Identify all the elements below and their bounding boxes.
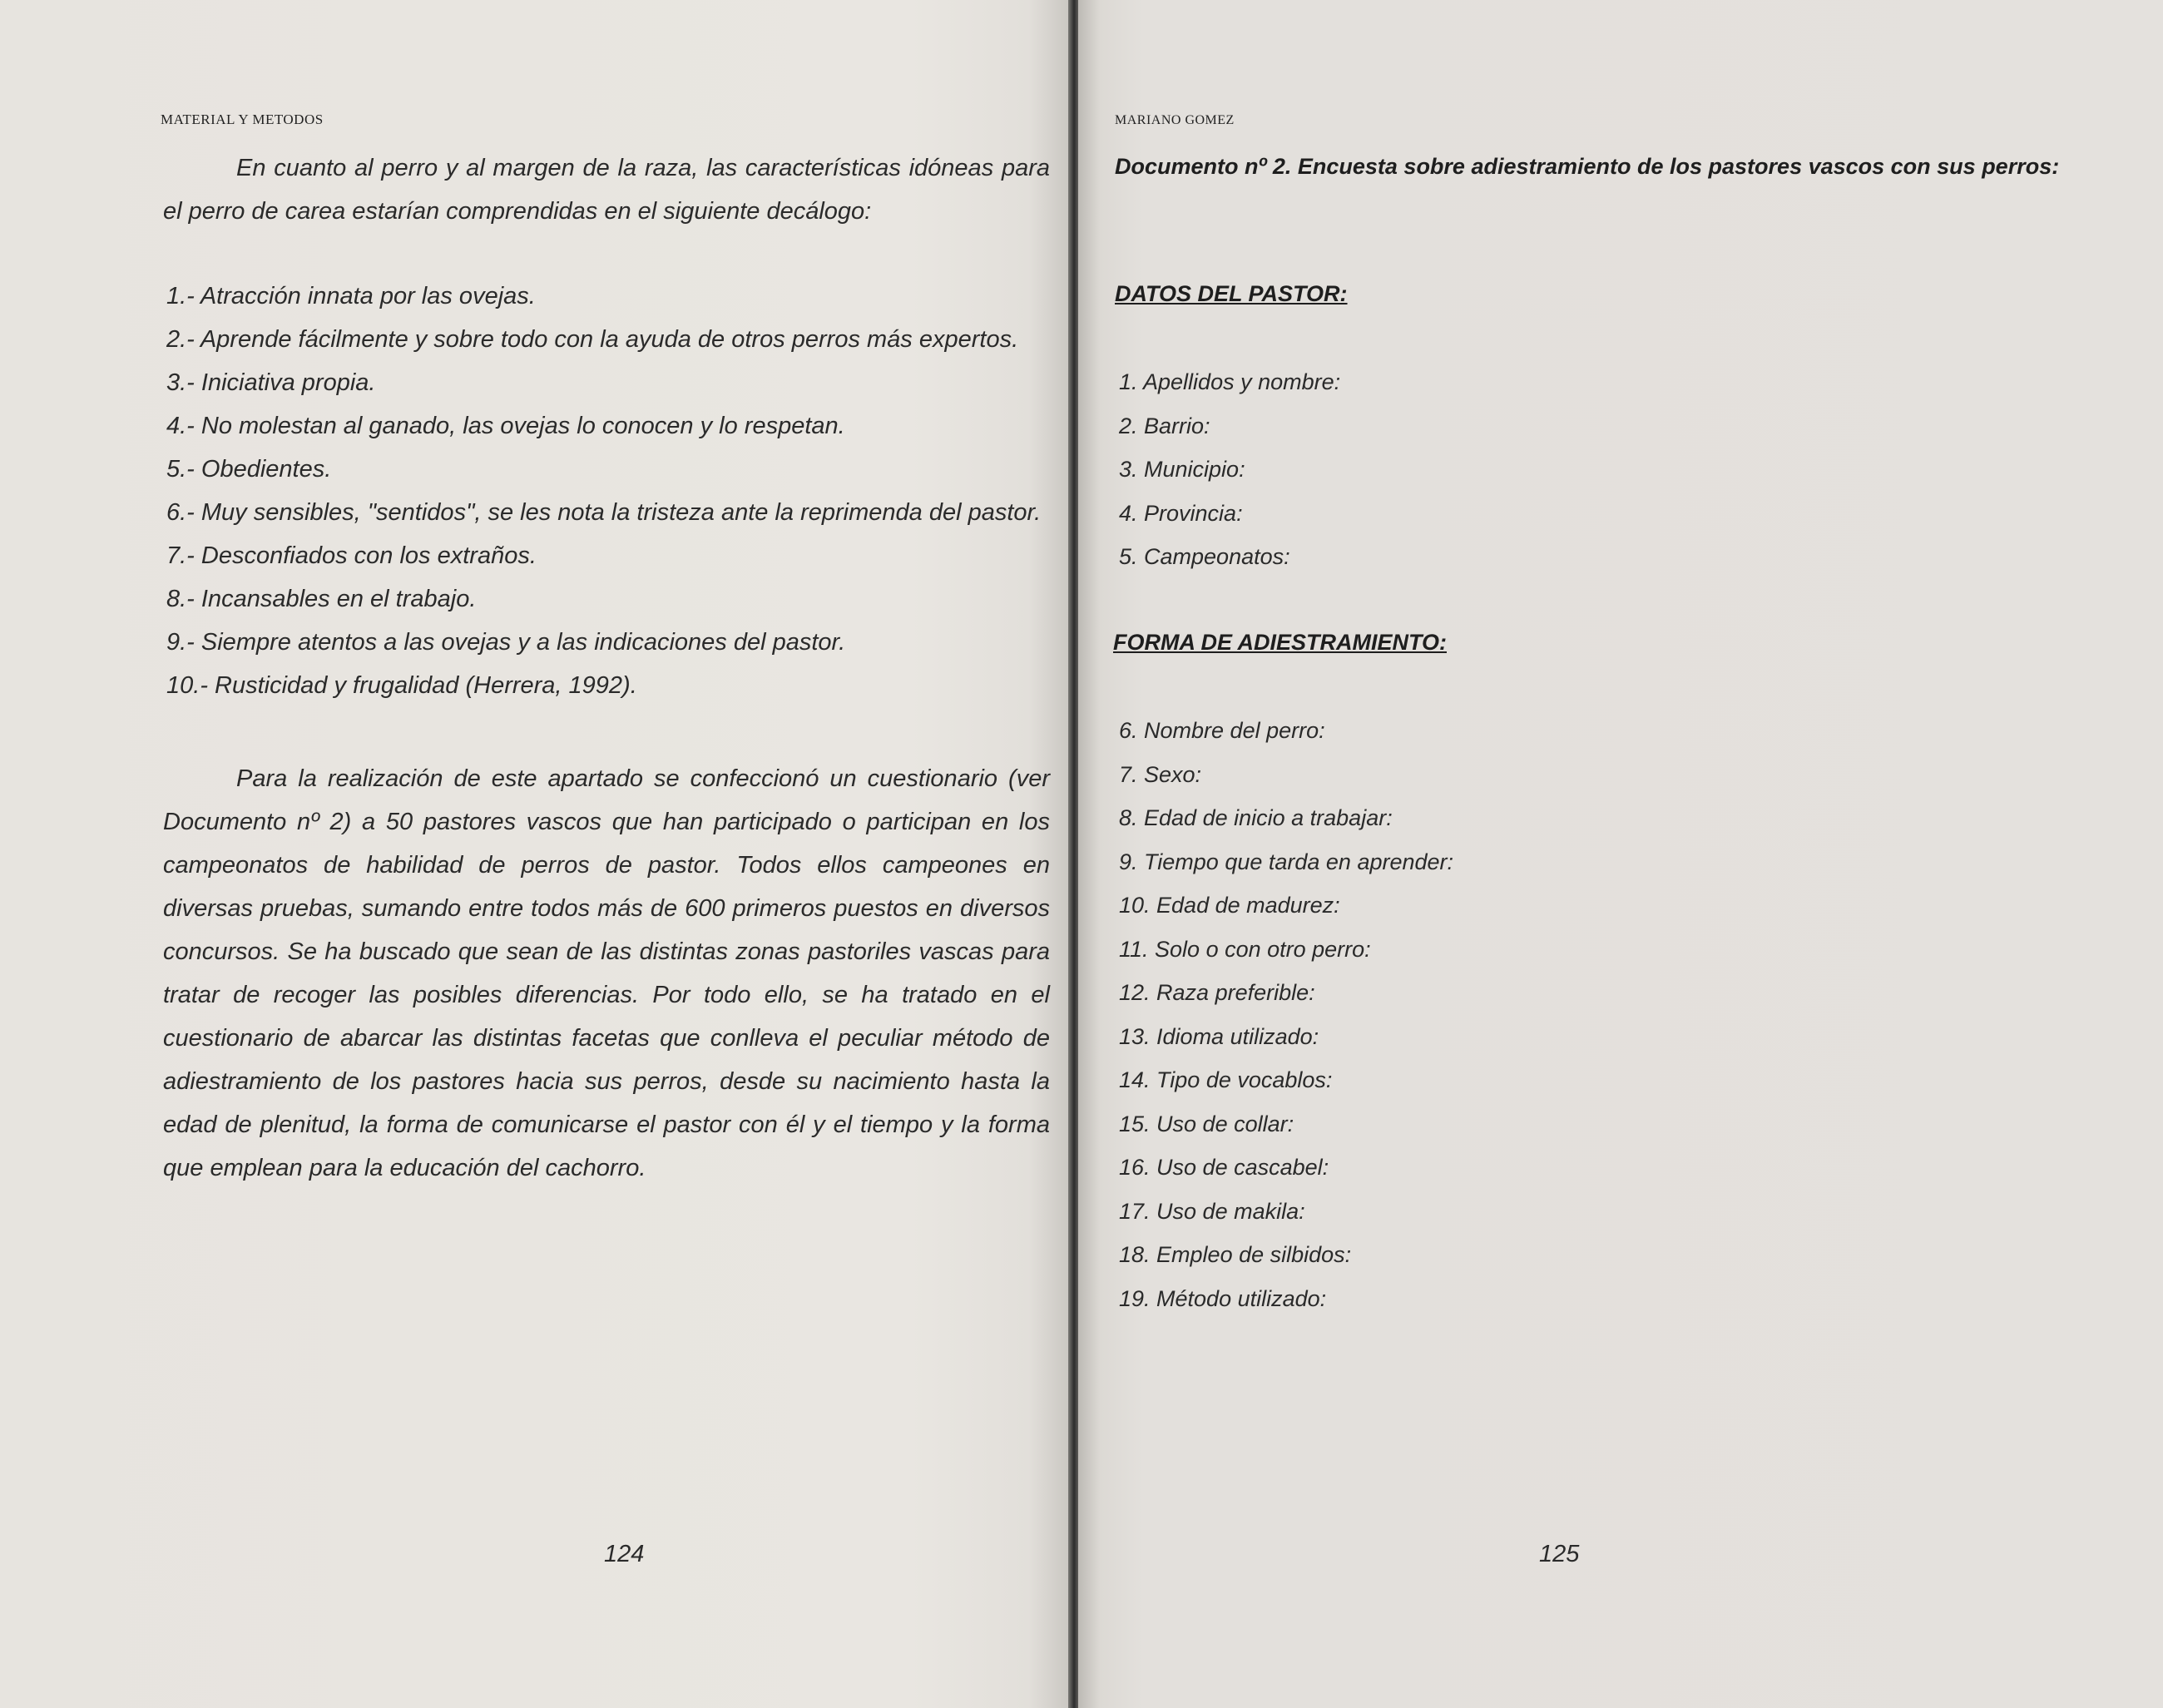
list-item: 16. Uso de cascabel: <box>1119 1155 1329 1180</box>
list-item: 2.- Aprende fácilmente y sobre todo con la ayuda de otros perros más expertos. <box>166 326 1019 353</box>
section-title-adiestramiento: FORMA DE ADIESTRAMIENTO: <box>1113 630 1447 655</box>
document-title: Documento nº 2. Encuesta sobre adiestramiento de los pastores vascos con sus perros: <box>1115 154 2060 179</box>
training-form-list <box>1119 709 2034 1320</box>
list-item: 13. Idioma utilizado: <box>1119 1023 1319 1049</box>
list-item: 10. Edad de madurez: <box>1119 893 1340 918</box>
list-item: 2. Barrio: <box>1119 413 1210 438</box>
list-item: 7. Sexo: <box>1119 761 1202 787</box>
list-item: 4. Provincia: <box>1119 500 1243 526</box>
list-item: 5. Campeonatos: <box>1119 544 1290 569</box>
list-item: 18. Empleo de silbidos: <box>1119 1242 1352 1267</box>
left-page <box>0 0 1072 1708</box>
list-item: 8. Edad de inicio a trabajar: <box>1119 805 1393 830</box>
method-text: Para la realización de este apartado se confeccionó un cuestionario (ver Documento nº 2) a 50 pastores vascos que han participado o participan en los campeonatos de habilidad de perros de pastor. Todos ellos campeones en diversas pruebas, sumando entre todos más de 600 primeros puestos en diversos concursos. Se ha buscado que sean de las distintas zonas pastoriles vascas para tratar de recoger las posibles diferencias. Por todo ello, se ha tratado en el cuestionario de abarcar las distintas facetas que conlleva el peculiar método de adiestramiento de los pastores hacia sus perros, desde su nacimiento hasta la edad de plenitud, la forma de comunicarse el pastor con él y el tiempo y la forma que emplean para la educación del cachorro. <box>163 765 1050 1181</box>
pastor-data-list <box>1119 360 2034 579</box>
list-item: 19. Método utilizado: <box>1119 1285 1327 1311</box>
running-header-right: MARIANO GOMEZ <box>1115 113 1235 127</box>
list-item: 17. Uso de makila: <box>1119 1198 1305 1224</box>
list-item: 9.- Siempre atentos a las ovejas y a las indicaciones del pastor. <box>166 629 846 656</box>
method-paragraph <box>163 757 1050 1190</box>
list-item: 3.- Iniciativa propia. <box>166 369 376 396</box>
page-number-left: 124 <box>604 1541 645 1567</box>
list-item: 15. Uso de collar: <box>1119 1111 1294 1136</box>
list-item: 6.- Muy sensibles, "sentidos", se les nota la tristeza ante la reprimenda del pastor. <box>166 499 1042 526</box>
list-item: 3. Municipio: <box>1119 457 1245 482</box>
list-item: 8.- Incansables en el trabajo. <box>166 586 477 612</box>
list-item: 7.- Desconfiados con los extraños. <box>166 542 537 569</box>
list-item: 14. Tipo de vocablos: <box>1119 1067 1333 1092</box>
section-title-pastor: DATOS DEL PASTOR: <box>1115 281 1348 306</box>
list-item: 10.- Rusticidad y frugalidad (Herrera, 1992). <box>166 672 637 699</box>
list-item: 12. Raza preferible: <box>1119 980 1315 1005</box>
list-item: 1. Apellidos y nombre: <box>1119 369 1341 394</box>
page-number-right: 125 <box>1539 1541 1580 1567</box>
intro-paragraph <box>163 146 1050 233</box>
running-header-left: MATERIAL Y METODOS <box>161 111 324 127</box>
list-item: 9. Tiempo que tarda en aprender: <box>1119 849 1454 874</box>
list-item: 5.- Obedientes. <box>166 456 332 483</box>
list-item: 1.- Atracción innata por las ovejas. <box>166 283 536 309</box>
list-item: 6. Nombre del perro: <box>1119 718 1325 743</box>
list-item: 11. Solo o con otro perro: <box>1119 936 1371 962</box>
list-item: 4.- No molestan al ganado, las ovejas lo conocen y lo respetan. <box>166 413 845 439</box>
decalogue-list <box>166 275 1048 707</box>
intro-text: En cuanto al perro y al margen de la raza, las características idóneas para el perro de carea estarían comprendidas en el siguiente decálogo: <box>163 155 1050 225</box>
